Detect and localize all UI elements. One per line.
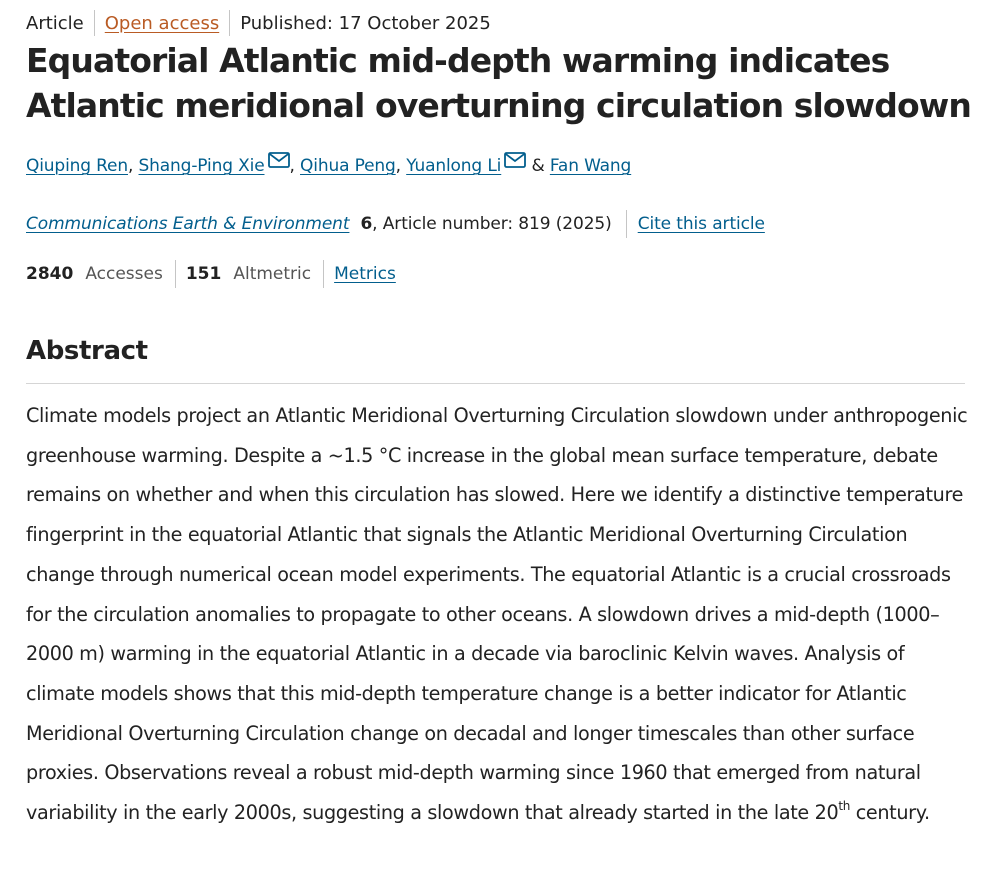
author-list [26, 152, 631, 179]
divider [94, 10, 95, 36]
abstract-ending: century. [849, 801, 930, 825]
altmetric-label: Altmetric [233, 264, 312, 284]
divider [323, 260, 324, 288]
article-meta-row [26, 10, 491, 36]
divider [229, 10, 230, 36]
author-link[interactable]: Yuanlong Li [406, 156, 502, 176]
abstract-heading: Abstract [26, 336, 148, 366]
author-separator: , [128, 156, 139, 176]
citation-row [26, 210, 765, 238]
cite-this-article-link[interactable]: Cite this article [637, 214, 765, 234]
author-link[interactable]: Qiuping Ren [26, 156, 128, 176]
metrics-link[interactable]: Metrics [334, 264, 396, 284]
author-link[interactable]: Qihua Peng [300, 156, 396, 176]
envelope-icon[interactable] [504, 152, 526, 168]
metrics-row [26, 260, 396, 288]
journal-link[interactable]: Communications Earth & Environment [26, 214, 350, 234]
divider [626, 210, 627, 238]
article-number: , Article number: 819 (2025) [372, 214, 612, 234]
ordinal-suffix: th [838, 799, 850, 814]
author-separator: & [526, 156, 550, 176]
volume-number: 6 [360, 214, 373, 234]
author-link[interactable]: Fan Wang [549, 156, 632, 176]
envelope-icon[interactable] [268, 152, 290, 168]
accesses-count: 2840 [26, 264, 74, 284]
article-type: Article [26, 12, 84, 34]
section-divider [26, 383, 965, 384]
altmetric-count: 151 [185, 264, 222, 284]
article-title: Equatorial Atlantic mid-depth warming indicates Atlantic meridional overturning circulation slowdown [26, 41, 971, 125]
abstract-body: Climate models project an Atlantic Meridional Overturning Circulation slowdown under anthropogenic greenhouse warming. Despite a ~1.5 °C increase in the global mean surface temperature, debate remains on whether and when this circulation has slowed. Here we identify a distinctive temperature fingerprint in the equatorial Atlantic that signals the Atlantic Meridional Overturning Circulation change through numerical ocean model experiments. The equatorial Atlantic is a crucial crossroads for the circulation anomalies to propagate to other oceans. A slowdown drives a mid-depth (1000–2000 m) warming in the equatorial Atlantic in a decade via baroclinic Kelvin waves. Analysis of climate models shows that this mid-depth temperature change is a better indicator for Atlantic Meridional Overturning Circulation change on decadal and longer timescales than other surface proxies. Observations reveal a robust mid-depth warming since 1960 that emerged from natural variability in the early 2000s, suggesting a slowdown that already started in the late 20 [26, 404, 968, 825]
divider [175, 260, 176, 288]
author-separator: , [395, 156, 407, 176]
author-separator: , [289, 156, 301, 176]
published-date: Published: 17 October 2025 [240, 12, 491, 34]
accesses-label: Accesses [85, 264, 163, 284]
author-link[interactable]: Shang-Ping Xie [138, 156, 265, 176]
open-access-link[interactable]: Open access [104, 12, 220, 34]
abstract-text [26, 396, 971, 833]
